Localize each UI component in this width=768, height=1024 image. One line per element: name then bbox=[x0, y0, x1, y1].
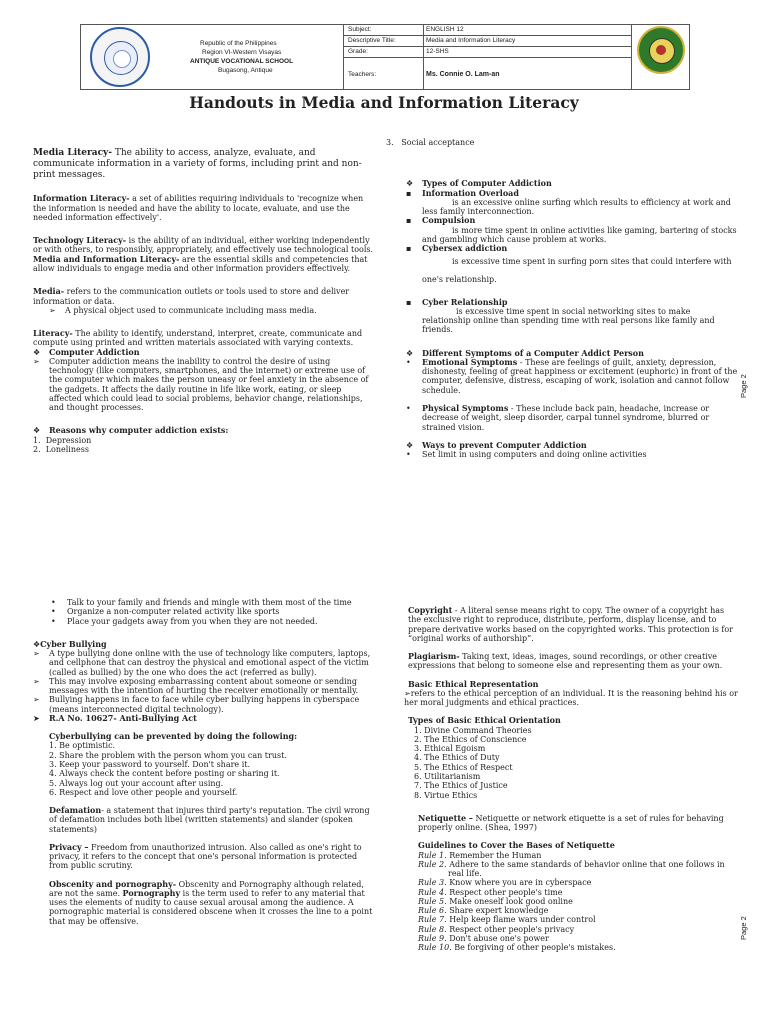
school-seal-logo bbox=[637, 26, 685, 74]
field-value: Ms. Connie O. Lam-an bbox=[426, 71, 500, 78]
list-item: 6. Utilitarianism bbox=[414, 771, 481, 781]
anti-bullying-act: ➤ R.A No. 10627- Anti-Bullying Act bbox=[33, 712, 197, 723]
paragraph-media: Media- refers to the communication outlets or tools used to store and deliver information or data. bbox=[33, 286, 350, 306]
prevent-cb-heading: Cyberbullying can be prevented by doing the following: bbox=[49, 731, 298, 742]
list-item: 1. Divine Command Theories bbox=[414, 725, 532, 735]
paragraph-literacy: Literacy- The ability to identify, understand, interpret, create, communicate and compute using printed and written materials associated with varying contexts. bbox=[33, 328, 363, 348]
paragraph-media-literacy: Media Literacy- The ability to access, analyze, evaluate, and communicate information in a variety of forms, including print and non-print messages. bbox=[33, 148, 362, 180]
header-school: ANTIQUE VOCATIONAL SCHOOL bbox=[190, 58, 294, 65]
type-name: ▪ Information Overload bbox=[406, 187, 519, 198]
arrow-bullet-icon: ➢ bbox=[49, 305, 56, 315]
paragraph-plagiarism: Plagiarism- Taking text, ideas, images, sound recordings, or other creative expressions that belong to someone else and representing them as your own. bbox=[408, 651, 723, 671]
type-name: ▪ Cybersex addiction bbox=[406, 243, 508, 254]
symptom-physical: • Physical Symptoms - These include back pain, headache, increase or decrease of weight, sleep disorder, carpal tunnel syndrome, blurred or strained vision. bbox=[406, 402, 710, 432]
list-item: 4. The Ethics of Duty bbox=[414, 753, 500, 763]
list-item: • Organize a non-computer related activity like sports bbox=[51, 607, 280, 617]
rule-item: Rule 2. Adhere to the same standards of behavior online that one follows in real life. bbox=[418, 859, 725, 879]
diamond-bullet-icon: ❖ bbox=[33, 639, 41, 649]
type-text: is an excessive online surfing which results to efficiency at work and less family interconnection. bbox=[422, 197, 731, 217]
cyber-bullying-point: ➢ A type bullying done online with the use of technology like computers, laptops, and cellphone that can destroy the physical and emotional aspect of the victim (called as bullied) by the one who does the act (referred as bully). bbox=[33, 649, 371, 677]
diamond-bullet-icon: ❖ bbox=[33, 426, 41, 436]
rule-item: Rule 10. Be forgiving of other people's mistakes. bbox=[418, 943, 616, 953]
paragraph-netiquette: Netiquette – Netiquette or network etiquette is a set of rules for behaving properly online. (Shea, 1997) bbox=[418, 812, 724, 833]
prevent-heading: ❖ Ways to prevent Computer Addiction bbox=[406, 439, 587, 450]
symptoms-heading: ❖ Different Symptoms of a Computer Addict Person bbox=[406, 347, 644, 358]
cyber-bullying-point: ➢ This may involve exposing embarrassing content about someone or sending messages with the intention of hurting the receiver emotionally or mentally. bbox=[33, 676, 359, 696]
paragraph-technology-literacy: Technology Literacy- is the ability of an individual, either working independently or with others, to responsibly, appropriately, and effectively use technological tools. bbox=[33, 235, 374, 255]
arrow-bullet-icon: ➢ bbox=[33, 676, 40, 686]
page-title: Handouts in Media and Information Literacy bbox=[189, 93, 579, 112]
arrow-bullet-icon: ➢ bbox=[33, 695, 40, 705]
type-text: is more time spent in online activities like gaming, bartering of stocks and gambling which cause problem at works. bbox=[422, 225, 737, 244]
list-item: • Place your gadgets away from you when they are not needed. bbox=[51, 616, 318, 626]
paragraph-defamation: Defamation- a statement that injures third party's reputation. The civil wrong of defamation includes both libel (written statements) and slander (spoken statements) bbox=[49, 805, 370, 834]
field-value: 12-SHS bbox=[426, 48, 449, 55]
computer-addiction-text: ➢ Computer addiction means the inability to control the desire of using technology (like computers, smartphones, and the internet) or extreme use of the computer which makes the person uneasy or feel anxiety in the absence of the gadgets. It affects the daily routine in life like work, eating, or sleep affected which could lead to social problems, behavior change, relationships, and thought processes. bbox=[33, 356, 369, 413]
field-value: Media and Information Literacy bbox=[426, 37, 516, 44]
field-label: Teachers: bbox=[348, 71, 377, 78]
rule-item: Rule 3. Know where you are in cyberspace bbox=[418, 878, 592, 888]
rule-item: Rule 4. Respect other people's time bbox=[418, 887, 563, 897]
orientation-heading: Types of Basic Ethical Orientation bbox=[408, 715, 561, 726]
paragraph-privacy: Privacy – Freedom from unauthorized intrusion. Also called as one's right to privacy, it refers to the concept that one's personal information is protected from public scrutiny. bbox=[49, 841, 362, 871]
diamond-bullet-icon: ❖ bbox=[406, 348, 414, 358]
list-item: 1. Depression bbox=[33, 435, 92, 445]
header-town: Bugasong, Antique bbox=[218, 67, 273, 74]
arrow-bullet-icon: ➤ bbox=[33, 713, 40, 723]
rule-item: Rule 8. Respect other people's privacy bbox=[418, 924, 575, 934]
field-label: Descriptive Title: bbox=[348, 37, 396, 44]
header-region: Region VI-Western Visayas bbox=[202, 49, 282, 56]
symptom-emotional: • Emotional Symptoms - These are feelings of guilt, anxiety, depression, dishonesty, feeling of great happiness or excitement (euphoric) in front of the computer, defensive, distress, escaping of work, isolation and cannot follow schedule. bbox=[406, 356, 738, 395]
rule-item: Rule 9. Don't abuse one's power bbox=[418, 933, 549, 943]
list-item: 3. Keep your password to yourself. Don't share it. bbox=[49, 759, 251, 769]
guidelines-heading: Guidelines to Cover the Bases of Netiquette bbox=[418, 840, 615, 851]
field-label: Subject: bbox=[348, 26, 372, 33]
list-item: 3. Social acceptance bbox=[386, 138, 475, 147]
field-value: ENGLISH 12 bbox=[426, 26, 464, 33]
deped-seal-logo bbox=[90, 27, 150, 87]
header-republic: Republic of the Philippines bbox=[200, 40, 277, 47]
reasons-heading: ❖ Reasons why computer addiction exists: bbox=[33, 425, 229, 436]
computer-addiction-heading: ❖ Computer Addiction bbox=[33, 346, 140, 357]
rule-item: Rule 1. Remember the Human bbox=[418, 850, 542, 860]
paragraph-obscenity: Obscenity and pornography- Obscenity and Pornography although related, are not the same. Pornography is the term used to refer to any material that uses the elements of nudity to cause sexual arousal among the audience. A pornographic material is considered obscene when it crosses the line to a point that may be offensive. bbox=[49, 878, 373, 926]
list-item: • Set limit in using computers and doing online activities bbox=[406, 450, 647, 460]
page-number-label: Page 2 bbox=[739, 916, 748, 940]
arrow-bullet-icon: ➢ bbox=[33, 356, 40, 366]
list-item: 7. The Ethics of Justice bbox=[414, 781, 508, 791]
rule-item: Rule 7. Help keep flame wars under control bbox=[418, 915, 596, 925]
types-heading: ❖ Types of Computer Addiction bbox=[406, 178, 552, 189]
type-text: is excessive time spent in surfing porn sites that could interfere with one's relationship. bbox=[422, 257, 732, 284]
list-item: 6. Respect and love other people and yourself. bbox=[49, 787, 238, 797]
list-item: 3. Ethical Egoism bbox=[414, 744, 486, 754]
list-item: 5. The Ethics of Respect bbox=[414, 762, 513, 772]
paragraph-information-literacy: Information Literacy- a set of abilities requiring individuals to 'recognize when the information is needed and have the ability to locate, evaluate, and use the needed information effectively'. bbox=[33, 193, 364, 222]
page2-right-column bbox=[404, 605, 738, 953]
cyber-bullying-point: ➢ Bullying happens in face to face while cyber bullying happens in cyberspace (means interconnected digital technology). bbox=[33, 695, 360, 714]
header-table bbox=[80, 24, 690, 90]
media-sub-point: ➢ A physical object used to communicate including mass media. bbox=[49, 305, 317, 315]
ethical-text: ➢refers to the ethical perception of an individual. It is the reasoning behind his or her moral judgments and ethical practices. bbox=[404, 688, 738, 708]
list-item: 2. The Ethics of Conscience bbox=[414, 734, 527, 744]
list-item: 8. Virtue Ethics bbox=[414, 790, 478, 800]
diamond-bullet-icon: ❖ bbox=[406, 440, 414, 450]
paragraph-mil: Media and Information Literacy- are the essential skills and competencies that allow individuals to engage media and other information providers effectively. bbox=[33, 253, 368, 273]
page1-right-column bbox=[386, 138, 738, 459]
type-name: ▪ Compulsion bbox=[406, 215, 476, 226]
list-item: • Talk to your family and friends and mingle with them most of the time bbox=[51, 598, 352, 607]
list-item: 4. Always check the content before posting or sharing it. bbox=[49, 769, 280, 779]
cyber-bullying-heading: ❖Cyber Bullying bbox=[33, 638, 107, 649]
page1-left-column bbox=[33, 148, 375, 454]
type-text: is excessive time spent in social networking sites to make relationship online than spending time with real persons like family and friends. bbox=[422, 306, 715, 335]
list-item: 2. Share the problem with the person whom you can trust. bbox=[49, 750, 287, 760]
list-item: 1. Be optimistic. bbox=[49, 741, 116, 751]
diamond-bullet-icon: ❖ bbox=[406, 179, 414, 189]
rule-item: Rule 5. Make oneself look good online bbox=[418, 896, 573, 906]
field-label: Grade: bbox=[348, 48, 368, 55]
arrow-bullet-icon: ➢ bbox=[33, 649, 40, 659]
arrow-bullet-icon: ➢ bbox=[404, 688, 411, 698]
list-item: 2. Loneliness bbox=[33, 444, 89, 454]
diamond-bullet-icon: ❖ bbox=[33, 347, 41, 357]
rule-item: Rule 6. Share expert knowledge bbox=[418, 906, 549, 916]
ethical-heading: Basic Ethical Representation bbox=[408, 678, 539, 689]
type-name: ▪ Cyber Relationship bbox=[406, 296, 508, 307]
paragraph-copyright: Copyright - A literal sense means right to copy. The owner of a copyright has the exclusive right to reproduce, distribute, perform, display license, and to prepare derivative works based on the copyrighted works. This protection is for “original works of authorship”. bbox=[408, 605, 734, 643]
list-item: 5. Always log out your account after using. bbox=[49, 778, 224, 788]
page-number-label: Page 2 bbox=[739, 374, 748, 398]
page2-left-column bbox=[33, 598, 375, 926]
